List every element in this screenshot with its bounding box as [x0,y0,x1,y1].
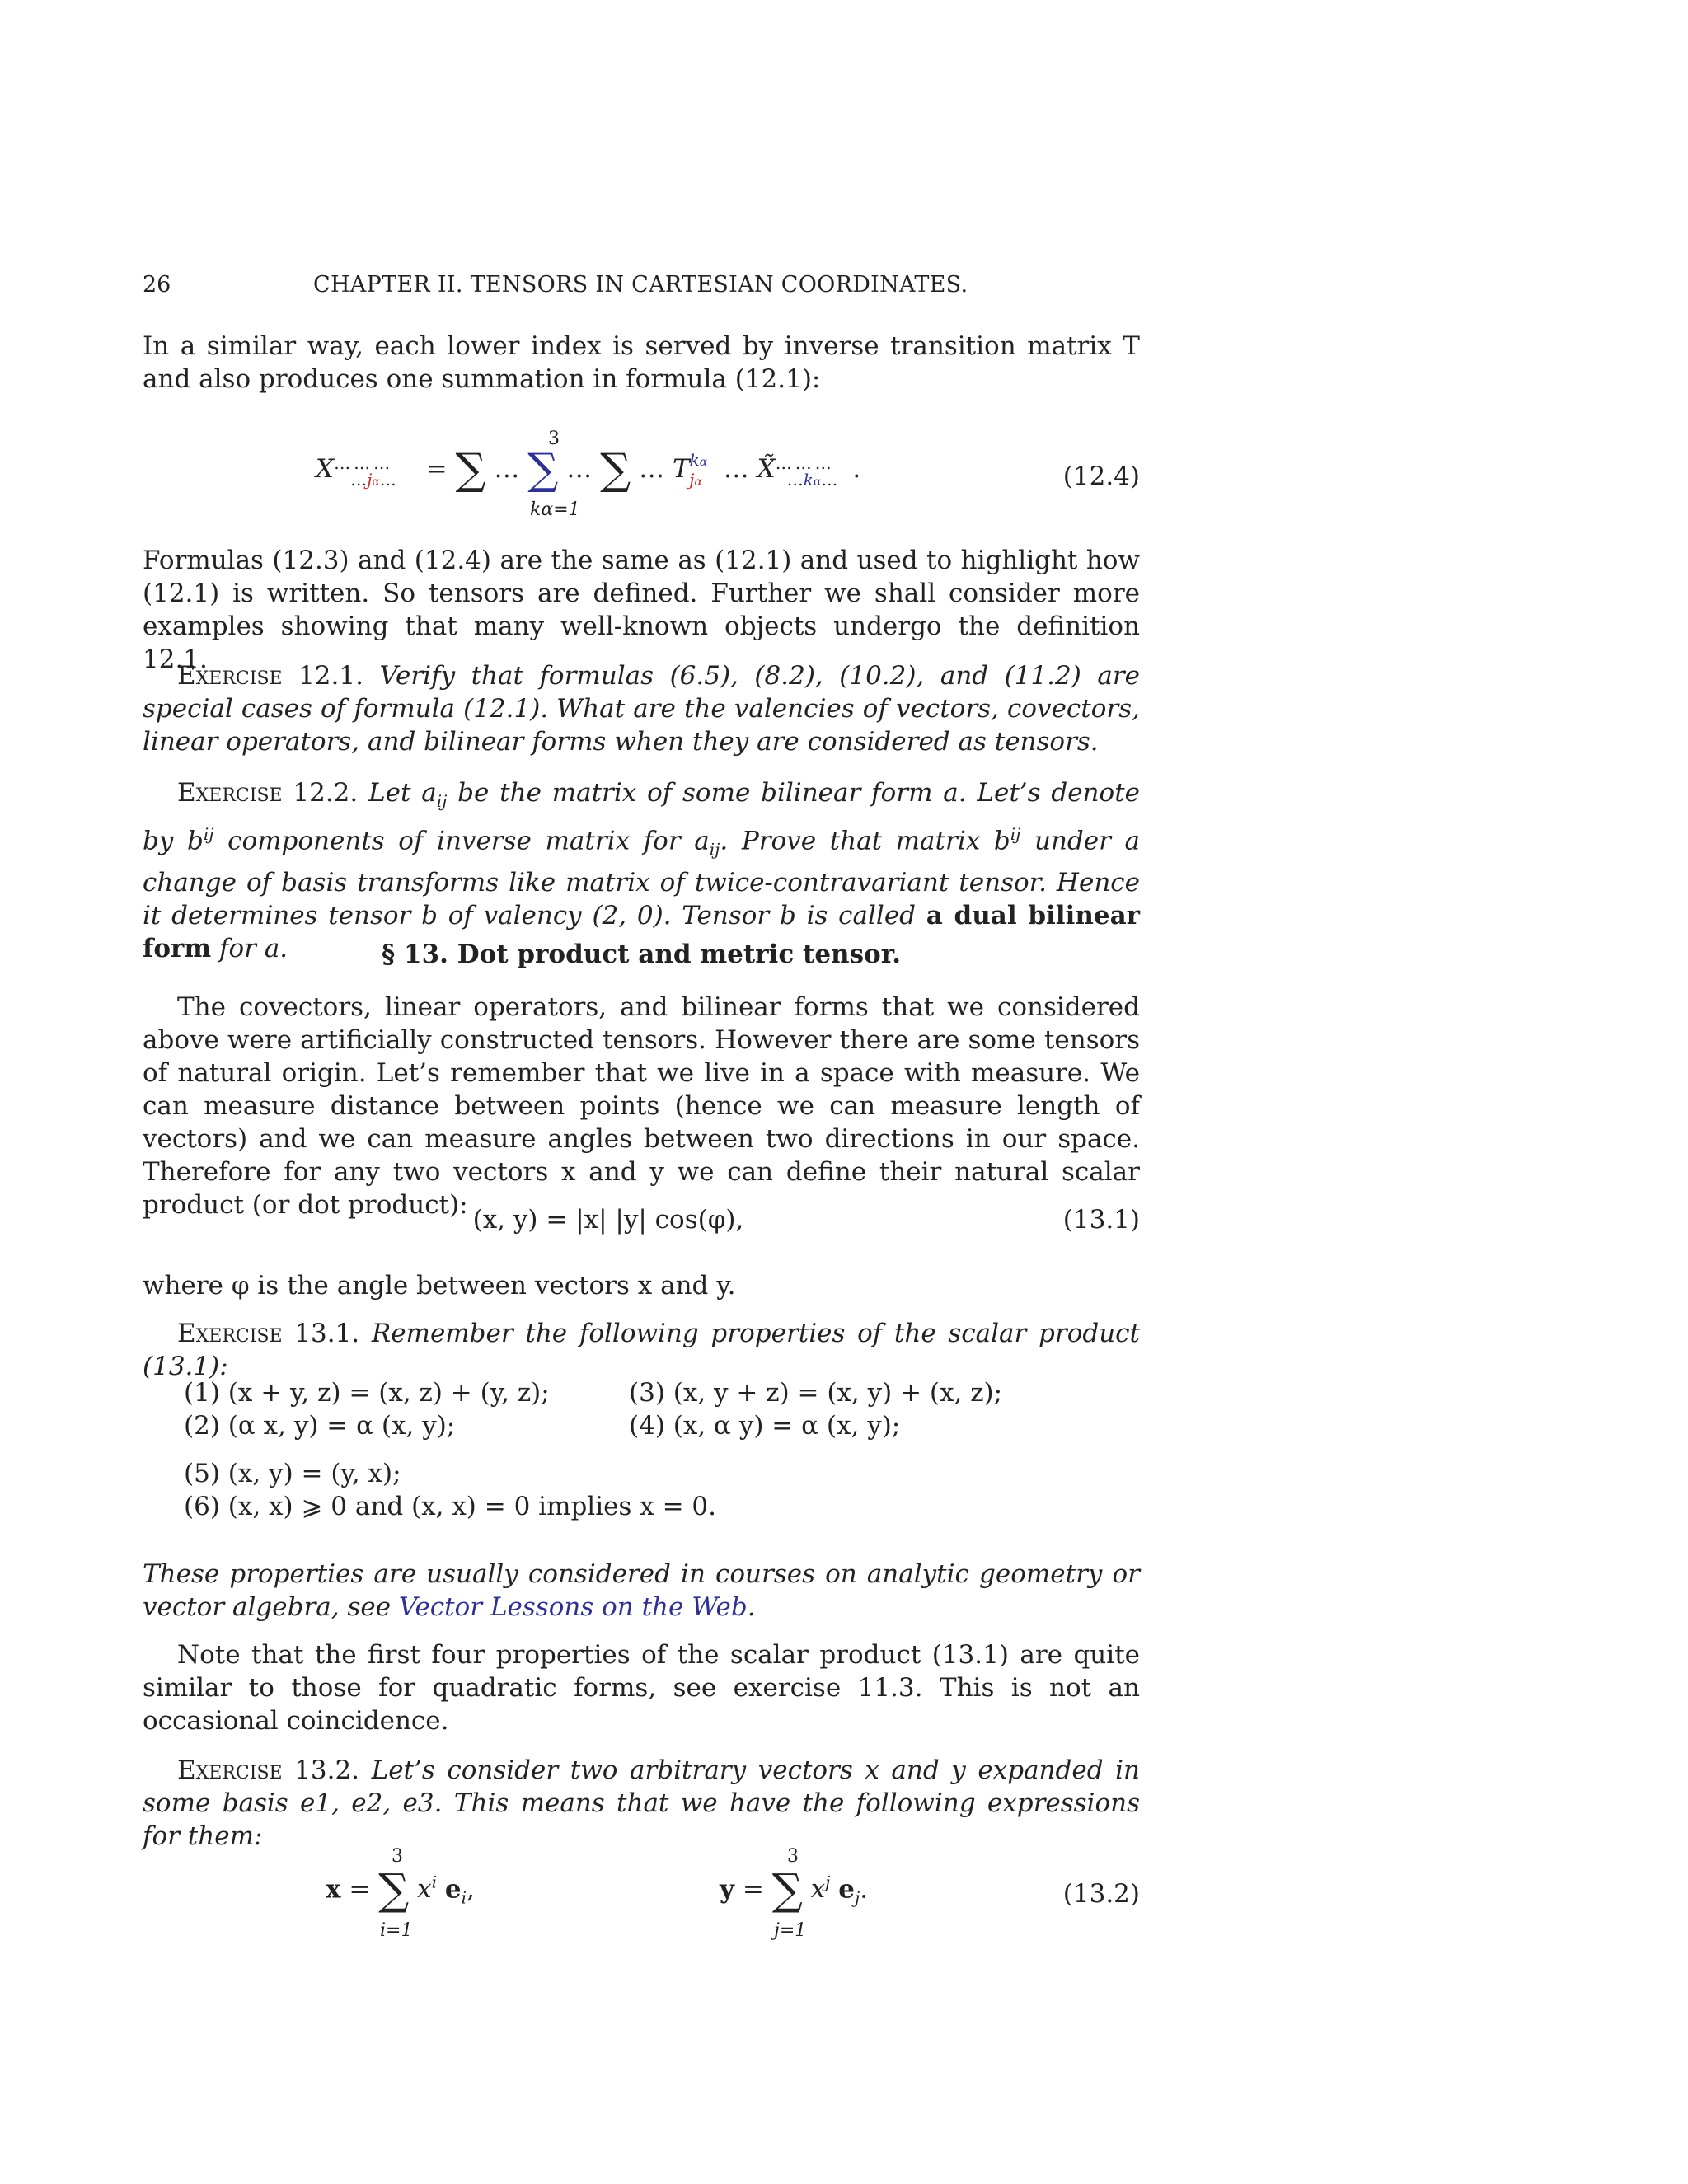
sum-upper-limit: 3 [787,1846,799,1867]
exercise-12-2: Exercise 12.2. Let $a_{ij}$ be the matrix of some bilinear form a. Let’s denote by $b^{ij}$ components of inverse matrix for $a_{ij}$. Prove that matrix $b^{ij}$ under a change of basis transforms like matrix of twice-contravariant tensor. Hence it determines tensor b of valency (2, 0). Tensor b is called a dual bilinear form for a. [143,778,1141,963]
equation-13-1 [143,1205,1140,1235]
sum-upper-limit: 3 [548,429,560,449]
note-paragraph: Note that the first four properties of the scalar product (13.1) are quite similar to those for quadratic forms, see exercise 11.3. This is not an occasional coincidence. [143,1640,1140,1736]
text-segment: . Prove that matrix b [720,826,1010,856]
formulas-paragraph: Formulas (12.3) and (12.4) are the same as (12.1) and used to highlight how (12.1) is written. So tensors are defined. Further we shall consider more examples showing that many well-known objects undergo the definition 12.1. [143,546,1140,674]
exercise-text: Remember the following properties of the scalar product (13.1): [143,1319,1140,1381]
bold-term: a dual bilinear form [143,900,1141,963]
property-1: (1) (x + y, z) = (x, z) + (y, z); [184,1378,550,1408]
property-5: (5) (x, y) = (y, x); [184,1459,401,1488]
vector-lessons-link[interactable]: Vector Lessons on the Web [398,1592,748,1622]
text-segment: under a change of basis transforms like matrix of twice-contravariant tensor. Hence it determines tensor b of valency (2, 0). Tensor b is called [143,826,1140,930]
exercise-label: Exercise 12.1. [177,661,363,691]
property-3: (3) (x, y + z) = (x, y) + (x, z); [629,1378,1003,1408]
equation-number: (13.2) [1062,1879,1140,1909]
text-segment: Let a [368,778,437,808]
intro-paragraph: In a similar way, each lower index is served by inverse transition matrix T and also produces one summation in formula (12.1): [143,331,1140,394]
equation-number: (13.1) [1062,1205,1140,1235]
where-text: where φ is the angle between vectors x and y. [143,1271,736,1301]
text-segment: for a. [211,933,288,963]
exercise-text: Let’s consider two arbitrary vectors x and y expanded in some basis e1, e2, e3. This means that we have the following expressions for them: [143,1755,1141,1851]
covectors-paragraph: The covectors, linear operators, and bilinear forms that we considered above were artificially constructed tensors. However there are some tensors of natural origin. Let’s remember that we live in a space with measure. We can measure distance between points (hence we can measure length of vectors) and we can measure angles between two directions in our space. Therefore for any two vectors x and y we can define their natural scalar product (or dot product): [143,992,1140,1220]
equation-13-2: x = ∑ $x^i$ $e_i$, 3 i=1 y = ∑ $x^j$ $e_j$. 3 j=1 (13.2) [326,1846,1140,1941]
exercise-text: Verify that formulas (6.5), (8.2), (10.2), and (11.2) are special cases of formula (12.1). What are the valencies of vectors, covectors, linear operators, and bilinear forms when they are considered as tensors. [143,661,1140,757]
sum-lower-limit: kα=1 [530,499,580,520]
exercise-13-2 [143,1754,1140,1853]
sum-upper-limit: 3 [392,1846,403,1867]
section-heading: § 13. Dot product and metric tensor. [382,940,901,969]
page [143,0,1140,2184]
equation-12-4: $X^{\dots \dots \dots}_{\dots j\alpha\dots}$ = ∑ … ∑ … ∑ … $T^{k\alpha}_{j\alpha}$ … $X̃^{\dots \dots \dots}_{\dots k\alpha\dots}$ . 3 kα=1 (12.4) [316,429,1140,520]
exercise-label: Exercise 12.2. [177,778,359,808]
property-6: (6) (x, x) ⩾ 0 and (x, x) = 0 implies x = 0. [184,1492,716,1521]
sum-lower-limit: j=1 [774,1920,807,1941]
text-segment: components of inverse matrix for a [213,826,710,856]
equation-expression: (x, y) = |x| |y| cos(φ), [472,1205,744,1235]
text-segment: be the matrix of some bilinear form a. Let’s denote by b [143,778,1140,856]
exercise-label: Exercise 13.1. [177,1319,360,1348]
chapter-title: CHAPTER II. TENSORS IN CARTESIAN COORDINATES. [313,272,968,298]
property-4: (4) (x, α y) = α (x, y); [629,1411,901,1441]
sum-lower-limit: i=1 [380,1920,413,1941]
exercise-12-1 [143,659,1140,758]
page-number: 26 [143,272,171,298]
note-text: These properties are usually considered in courses on analytic geometry or vector algebra, see [143,1559,1140,1622]
properties-note: These properties are usually considered in courses on analytic geometry or vector algebra, see Vector Lessons on the Web. [143,1559,1140,1622]
exercise-13-1 [143,1317,1140,1383]
property-2: (2) (α x, y) = α (x, y); [184,1411,456,1441]
exercise-label: Exercise 13.2. [177,1755,360,1785]
equation-number: (12.4) [1062,462,1140,491]
